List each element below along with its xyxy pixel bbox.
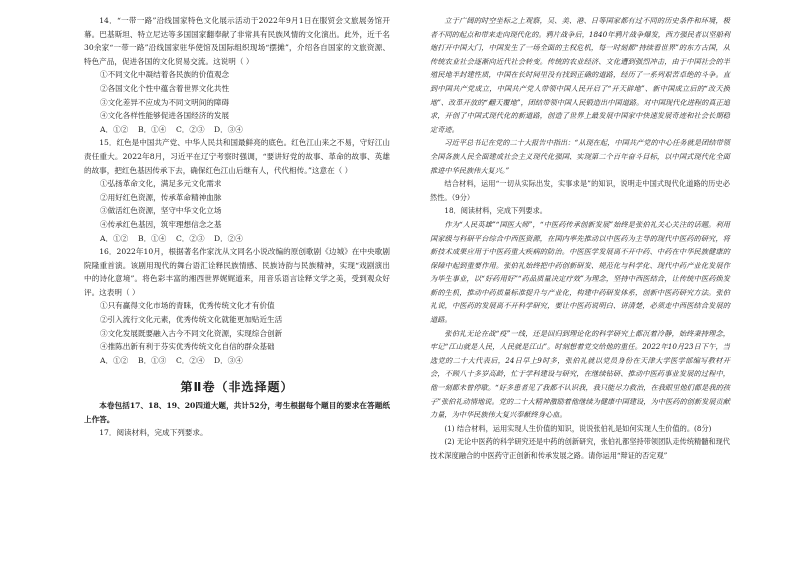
question-15-stem: 15．红色是中国共产党、中华人民共和国最鲜亮的底色。红色江山来之不易，守好江山责任重大。2022年8月，习近平在辽宁考察时强调，“要讲好党的故事、革命的故事、英雄的故事，把红色基因传承下去，确保红色江山后继有人，代代相传。”这意在（ ） [84, 138, 390, 175]
option: ①只有赢得文化市场的青睐，优秀传统文化才有价值 [100, 301, 275, 311]
choice: A．①② [100, 355, 129, 365]
question-16-options [84, 299, 390, 353]
choice: B．①③ [138, 355, 167, 365]
question-17-requirement: 结合材料，运用“一切从实际出发，实事求是”的知识，说明走中国式现代化道路的历史必然性。（9分） [430, 179, 730, 202]
right-column [430, 14, 730, 463]
choice: D．③④ [214, 124, 243, 134]
choice: C．②③ [176, 124, 205, 134]
left-column [84, 14, 390, 440]
question-14-choices [84, 123, 390, 137]
choice: C．②④ [176, 355, 205, 365]
choice: D．②④ [214, 233, 243, 243]
option: ④文化各样性能够促进各国经济的发展 [100, 111, 230, 121]
question-15-options [84, 177, 390, 231]
option: ②各国文化个性中蕴含着世界文化共性 [100, 83, 230, 93]
question-15 [84, 136, 390, 245]
option: ②用好红色资源，传承革命精神血脉 [100, 192, 222, 202]
option: ①不同文化中凝结着各民族的价值观念 [100, 70, 230, 80]
question-17-material-quote: 习近平总书记在党的二十大报告中指出：“从现在起，中国共产党的中心任务就是团结带领全国各族人民全面建成社会主义现代化强国、实现第二个百年奋斗目标，以中国式现代化全面推进中华民族伟大复兴。” [430, 138, 730, 175]
question-14-options [84, 68, 390, 122]
choice: D．③④ [214, 355, 243, 365]
option: ②引入流行文化元素，优秀传统文化就能更加贴近生活 [100, 315, 283, 325]
question-18-material-2: 张伯礼无论在战“疫”一线，还是回归到理论化的科学研究上都沉着冷静，始终秉持理念，牢记“江山就是人民，人民就是江山”。时刻想着党交给他的重任。2022年10月23日下午，当选党的二十大代表后，24日早上9时多，张伯礼就以党员身份在天津大学医学部编写教材开会，不顾八十多岁高龄，忙于学科建设与研究，在继续钻研、推动中医药事业发展的过程中，他一刻都未曾停歇。“好多患者见了我都不认识我，我只能尽力救治，在我眼里他们都是我的孩子”张伯礼动情地说。党的二十大精神激励着他继续为健康中国建设，为中医药的创新发展贡献力量，为中华民族伟大复兴奉献终身心血。 [430, 328, 730, 420]
choice: A．①② [100, 233, 129, 243]
option: ③做活红色资源，坚守中华文化立场 [100, 206, 222, 216]
option: ③文化发展既要融入古今不同文化资源，实现综合创新 [100, 328, 283, 338]
choice: B．①④ [138, 124, 167, 134]
choice: A．①② [100, 124, 129, 134]
choice: C．②③ [176, 233, 205, 243]
question-17-heading: 17．阅读材料，完成下列要求。 [99, 428, 208, 438]
question-16-choices [84, 354, 390, 368]
question-18-heading: 18．阅读材料，完成下列要求。 [444, 206, 547, 216]
option: ①弘扬革命文化，满足多元文化需求 [100, 179, 222, 189]
section-note: 本卷包括17、18、19、20四道大题，共计52分，考生根据每个题目的要求在答题纸上作答。 [84, 401, 390, 424]
question-18-material: 作为“人民英雄”“国医大师”，“中医药传承创新发展”始终是张伯礼关心关注的话题。利用国家级与科研平台综合中西医资源，在国内率先推动以中医药为主导的现代中医药的研究，将新技术成果应用于中医药重大疾病的防治。中医医学发展离不开中药、中药在中华民族健康的保障中起到重要作用。张伯礼始终把中药创新研发、规范化与科学化、现代中药产业化发展作为毕生事业，以“好药用好”“药品质量决定疗效”为理念，坚持中西医结合，让传统中医药焕发新的生机，推动中药质量标准提升与产业化，构建中药研发体系，创新中医药研究方法。张伯礼说，中医药的发展离不开科学研究，要让中医药说明白、讲清楚，必须走中西医结合发展的道路。 [430, 219, 730, 325]
question-16-stem: 16．2022年10月，根据著名作家沈从文同名小说改编的原创歌剧《边城》在中央歌剧院隆重首演。该剧用现代的舞台语汇诠释民族情感、民族诗韵与民族精神，实现“戏剧演出中的诗化意境”。将色彩丰富的湘西世界娓娓道来，用音乐语言诠释文学之美，受到观众好评。这表明（ ） [84, 247, 390, 297]
question-14-stem: 14．“一带一路”沿线国家特色文化展示活动于2022年9月1日在服贸会文旅展务馆开幕。巴基斯坦、特立尼达等多国国家翻奉献了非常具有民族风情的文化演出。此外，近千名30余家“一带一路”沿线国家驻华使馆及国际组织现场“摆摊”，介绍各自国家的文旅资源、特色产品，促进各国的文化贸易交流。这说明（ ） [84, 16, 390, 66]
question-15-choices [84, 232, 390, 246]
choice: B．①④ [138, 233, 167, 243]
section-title: 第Ⅱ卷（非选择题） [180, 380, 294, 395]
question-18-requirement-2: (2) 无论中医药的科学研究还是中药的创新研究，张伯礼都坚持带领团队走传统精髓和现代技术深度融合的中医药守正创新和传承发展之路。请你运用“辩证的否定观” [430, 437, 730, 460]
question-17-material: 立于广阔的时空坐标之上观察，吴、美、港、日等国家都有过不同的历史条件和环境，极者不同的起点和带来走向现代化的。鸦片战争后，1840年鸦片战争爆发，西方强民者以坚船利炮打开中国大门，中国发生了一场全面的主权危机，每一时刻都“持续看世界”的东方古国，从传统农业社会逐渐向近代社会转变。传统的农业经济、文化遭到强烈冲击，由于中国社会的半殖民地半封建性质，中国在长时间里没有找到正确的道路，经历了一系列艰苦卓绝的斗争。直到中国共产党成立，中国共产党人带领中国人民开启了“开天辟地”、新中国成立后的“改天换地”、改革开放的“翻天覆地”，团结带领中国人民锻造出中国道路。对中国现代化进程的真正追求，开创了中国式现代化的新道路，创造了世界上最发展中国家中快速发展奇迹和社会长期稳定奇迹。 [430, 16, 730, 134]
question-18-requirement-1: (1) 结合材料，运用实现人生价值的知识，说说张伯礼是如何实现人生价值的。(8分) [444, 423, 712, 433]
question-16 [84, 245, 390, 367]
option: ④传承红色基因，筑牢理想信念之基 [100, 219, 222, 229]
question-14 [84, 14, 390, 136]
option: ③文化差异不应成为不同文明间的障碍 [100, 97, 230, 107]
option: ④推陈出新有利于芬实优秀传统文化自信的群众基础 [100, 342, 275, 352]
